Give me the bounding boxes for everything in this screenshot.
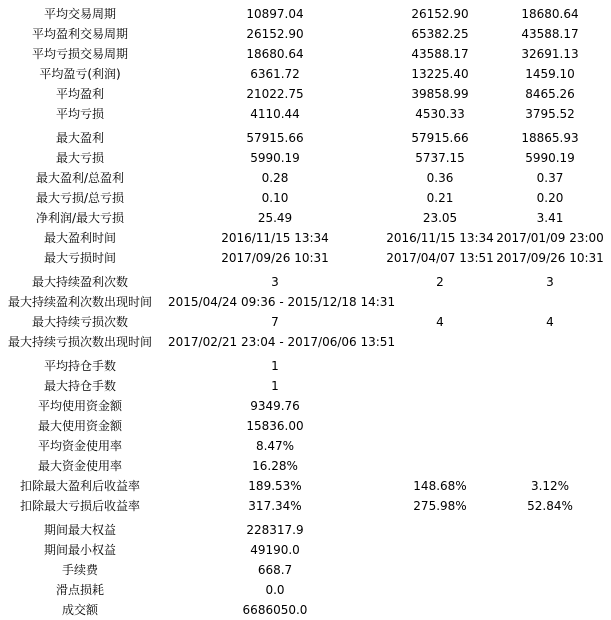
stat-value-col1: 6686050.0 <box>242 603 308 617</box>
stat-row <box>0 272 611 292</box>
stat-row <box>0 560 611 580</box>
stat-value-col3: 43588.17 <box>521 27 579 41</box>
stat-value-col1: 0.10 <box>261 191 289 205</box>
stat-row <box>0 44 611 64</box>
stat-label: 最大亏损时间 <box>43 251 116 265</box>
stat-value-col2: 2016/11/15 13:34 <box>386 231 494 245</box>
stat-value-col1: 189.53% <box>248 479 302 493</box>
stat-value-col3: 2017/09/26 10:31 <box>496 251 604 265</box>
stat-label: 平均亏损 <box>55 107 104 121</box>
stat-row <box>0 456 611 476</box>
stat-row <box>0 168 611 188</box>
stat-value-col1: 15836.00 <box>246 419 304 433</box>
stat-label: 最大亏损/总亏损 <box>35 191 125 205</box>
stat-value-col2: 43588.17 <box>411 47 469 61</box>
stat-row <box>0 228 611 248</box>
stat-value-col1: 8.47% <box>255 439 295 453</box>
stat-value-col1: 317.34% <box>248 499 302 513</box>
stat-value-col2: 0.21 <box>426 191 454 205</box>
stat-row <box>0 356 611 376</box>
stat-label: 平均使用资金额 <box>37 399 122 413</box>
stat-label: 平均持仓手数 <box>43 359 116 373</box>
stat-label: 净利润/最大亏损 <box>35 211 125 225</box>
stat-value-col1: 0.28 <box>261 171 289 185</box>
stat-value-col3: 2017/01/09 23:00 <box>496 231 604 245</box>
stat-value-col2: 148.68% <box>413 479 467 493</box>
stat-value-col2: 65382.25 <box>411 27 469 41</box>
stat-value-col3: 18680.64 <box>521 7 579 21</box>
stat-row <box>0 332 611 352</box>
stat-label: 最大持续亏损次数出现时间 <box>7 335 152 349</box>
stat-label: 扣除最大亏损后收益率 <box>19 499 140 513</box>
stat-row <box>0 84 611 104</box>
stat-value-col3: 4 <box>546 315 554 329</box>
stat-label: 手续费 <box>61 563 98 577</box>
stat-row <box>0 104 611 124</box>
stat-row <box>0 64 611 84</box>
stat-label: 最大持续盈利次数出现时间 <box>7 295 152 309</box>
stat-row <box>0 128 611 148</box>
stat-value-col3: 52.84% <box>527 499 573 513</box>
stat-row <box>0 208 611 228</box>
stat-value-col1: 1 <box>271 359 279 373</box>
stat-value-col2: 4 <box>436 315 444 329</box>
stat-label: 扣除最大盈利后收益率 <box>19 479 140 493</box>
stat-value-col1: 2015/04/24 09:36 - 2015/12/18 14:31 <box>168 295 396 309</box>
stat-value-col1: 49190.0 <box>250 543 300 557</box>
stat-value-col1: 26152.90 <box>246 27 304 41</box>
stat-value-col3: 0.37 <box>536 171 564 185</box>
stat-label: 平均盈利 <box>55 87 104 101</box>
stat-value-col2: 39858.99 <box>411 87 469 101</box>
stat-row <box>0 496 611 516</box>
stat-value-col1: 2017/09/26 10:31 <box>221 251 329 265</box>
stat-label: 平均亏损交易周期 <box>31 47 128 61</box>
stat-value-col1: 25.49 <box>257 211 293 225</box>
stat-label: 最大持仓手数 <box>43 379 116 393</box>
stat-label: 成交额 <box>61 603 98 617</box>
stat-row <box>0 376 611 396</box>
stat-row <box>0 24 611 44</box>
stat-row <box>0 540 611 560</box>
stat-label: 最大盈利/总盈利 <box>35 171 125 185</box>
stat-value-col1: 9349.76 <box>250 399 300 413</box>
stat-value-col1: 7 <box>271 315 279 329</box>
stat-value-col3: 0.20 <box>536 191 564 205</box>
stat-value-col1: 57915.66 <box>246 131 304 145</box>
stat-value-col1: 16.28% <box>252 459 298 473</box>
stat-value-col2: 2017/04/07 13:51 <box>386 251 494 265</box>
stat-value-col1: 10897.04 <box>246 7 304 21</box>
stat-value-col1: 1 <box>271 379 279 393</box>
stat-value-col3: 3 <box>546 275 554 289</box>
stat-value-col3: 32691.13 <box>521 47 579 61</box>
stat-label: 平均资金使用率 <box>37 439 122 453</box>
stat-label: 滑点损耗 <box>55 583 104 597</box>
stat-label: 平均盈利交易周期 <box>31 27 128 41</box>
stat-label: 平均盈亏(利润) <box>39 67 121 81</box>
stat-row <box>0 476 611 496</box>
stat-value-col2: 275.98% <box>413 499 467 513</box>
stat-value-col1: 2016/11/15 13:34 <box>221 231 329 245</box>
stat-value-col2: 26152.90 <box>411 7 469 21</box>
stat-value-col2: 2 <box>436 275 444 289</box>
stat-value-col1: 3 <box>271 275 279 289</box>
stat-row <box>0 312 611 332</box>
stat-value-col3: 3795.52 <box>525 107 575 121</box>
stat-value-col2: 0.36 <box>426 171 454 185</box>
stat-label: 最大盈利 <box>55 131 104 145</box>
stat-label: 最大资金使用率 <box>37 459 122 473</box>
stat-row <box>0 4 611 24</box>
stat-value-col1: 2017/02/21 23:04 - 2017/06/06 13:51 <box>168 335 396 349</box>
stat-value-col1: 21022.75 <box>246 87 304 101</box>
stat-label: 平均交易周期 <box>43 7 116 21</box>
stat-row <box>0 580 611 600</box>
stat-value-col2: 4530.33 <box>415 107 465 121</box>
stat-value-col1: 0.0 <box>265 583 285 597</box>
stat-value-col2: 13225.40 <box>411 67 469 81</box>
stat-label: 最大盈利时间 <box>43 231 116 245</box>
stat-label: 最大亏损 <box>55 151 104 165</box>
stat-value-col1: 5990.19 <box>250 151 300 165</box>
stat-row <box>0 292 611 312</box>
stat-row <box>0 520 611 540</box>
stat-label: 最大持续盈利次数 <box>31 275 128 289</box>
stat-row <box>0 248 611 268</box>
stat-value-col3: 3.41 <box>536 211 564 225</box>
stat-row <box>0 600 611 620</box>
stat-value-col3: 5990.19 <box>525 151 575 165</box>
stat-value-col2: 23.05 <box>422 211 458 225</box>
stat-row <box>0 416 611 436</box>
stat-value-col3: 3.12% <box>530 479 570 493</box>
stat-row <box>0 436 611 456</box>
stat-value-col3: 18865.93 <box>521 131 579 145</box>
stat-row <box>0 188 611 208</box>
stat-label: 期间最大权益 <box>43 523 116 537</box>
stat-label: 最大持续亏损次数 <box>31 315 128 329</box>
stat-value-col1: 4110.44 <box>250 107 300 121</box>
stat-value-col1: 228317.9 <box>246 523 304 537</box>
stat-value-col1: 668.7 <box>257 563 293 577</box>
stat-row <box>0 148 611 168</box>
stat-value-col3: 8465.26 <box>525 87 575 101</box>
stat-label: 最大使用资金额 <box>37 419 122 433</box>
stat-value-col3: 1459.10 <box>525 67 575 81</box>
stat-value-col2: 5737.15 <box>415 151 465 165</box>
stat-value-col1: 6361.72 <box>250 67 300 81</box>
stat-value-col2: 57915.66 <box>411 131 469 145</box>
stat-label: 期间最小权益 <box>43 543 116 557</box>
stat-row <box>0 396 611 416</box>
stat-value-col1: 18680.64 <box>246 47 304 61</box>
